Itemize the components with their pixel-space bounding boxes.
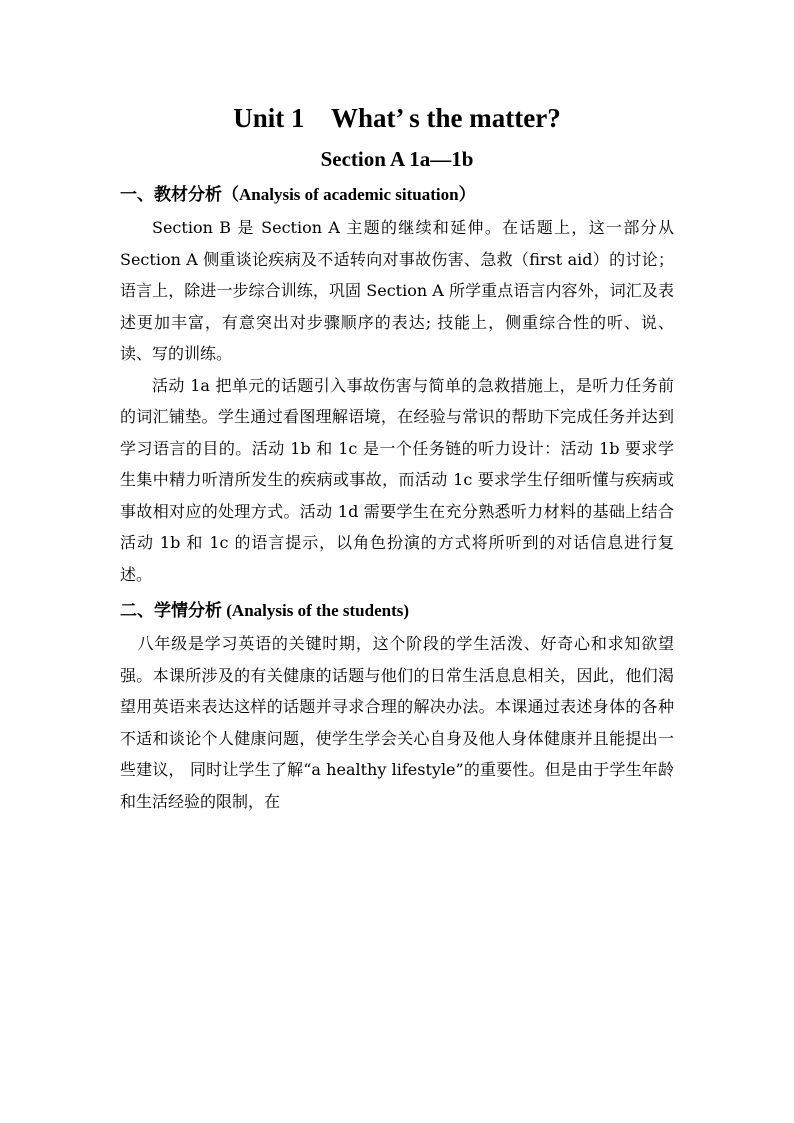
section-heading-cn: 二、学情分析: [120, 601, 222, 621]
section-heading-en: (Analysis of the students): [222, 601, 410, 620]
document-title: Unit 1 What’ s the matter?: [233, 103, 561, 133]
paragraph: 八年级是学习英语的关键时期，这个阶段的学生活泼、好奇心和求知欲望强。本课所涉及的有关健康的话题与他们的日常生活息息相关，因此，他们渴望用英语来表达这样的话题并寻求合理的解决办法。本课通过表述身体的各种不适和谈论个人健康问题，使学生学会关心自身及他人身体健康并且能提出一些建议， 同时让学生了解“a healthy lifestyle”的重要性。但是由于学生年龄和生活经验的限制，在: [120, 634, 674, 811]
document-subtitle: Section A 1a—1b: [320, 147, 474, 171]
paragraph: 活动 1a 把单元的话题引入事故伤害与简单的急救措施上，是听力任务前的词汇铺垫。学生通过看图理解语境，在经验与常识的帮助下完成任务并达到学习语言的目的。活动 1b 和 1c 是一个任务链的听力设计：活动 1b 要求学生集中精力听清所发生的疾病或事故，而活动 1c 要求学生仔细听懂与疾病或事故相对应的处理方式。活动 1d 需要学生在充分熟悉听力材料的基础上结合活动 1b 和 1c 的语言提示，以角色扮演的方式将所听到的对话信息进行复述。: [120, 375, 674, 584]
paragraph: Section B 是 Section A 主题的继续和延伸。在话题上，这一部分从 Section A 侧重谈论疾病及不适转向对事故伤害、急救（first aid）的讨论；语言上，除进一步综合训练，巩固 Section A 所学重点语言内容外，词汇及表述更加丰富，有意突出对步骤顺序的表达; 技能上，侧重综合性的听、说、读、写的训练。: [120, 218, 674, 363]
section-heading-student-analysis: [120, 596, 674, 626]
section-heading-textbook-analysis: [120, 180, 674, 210]
section-heading-en: （Analysis of academic situation）: [222, 185, 476, 204]
section-heading-cn: 一、教材分析: [120, 185, 222, 205]
